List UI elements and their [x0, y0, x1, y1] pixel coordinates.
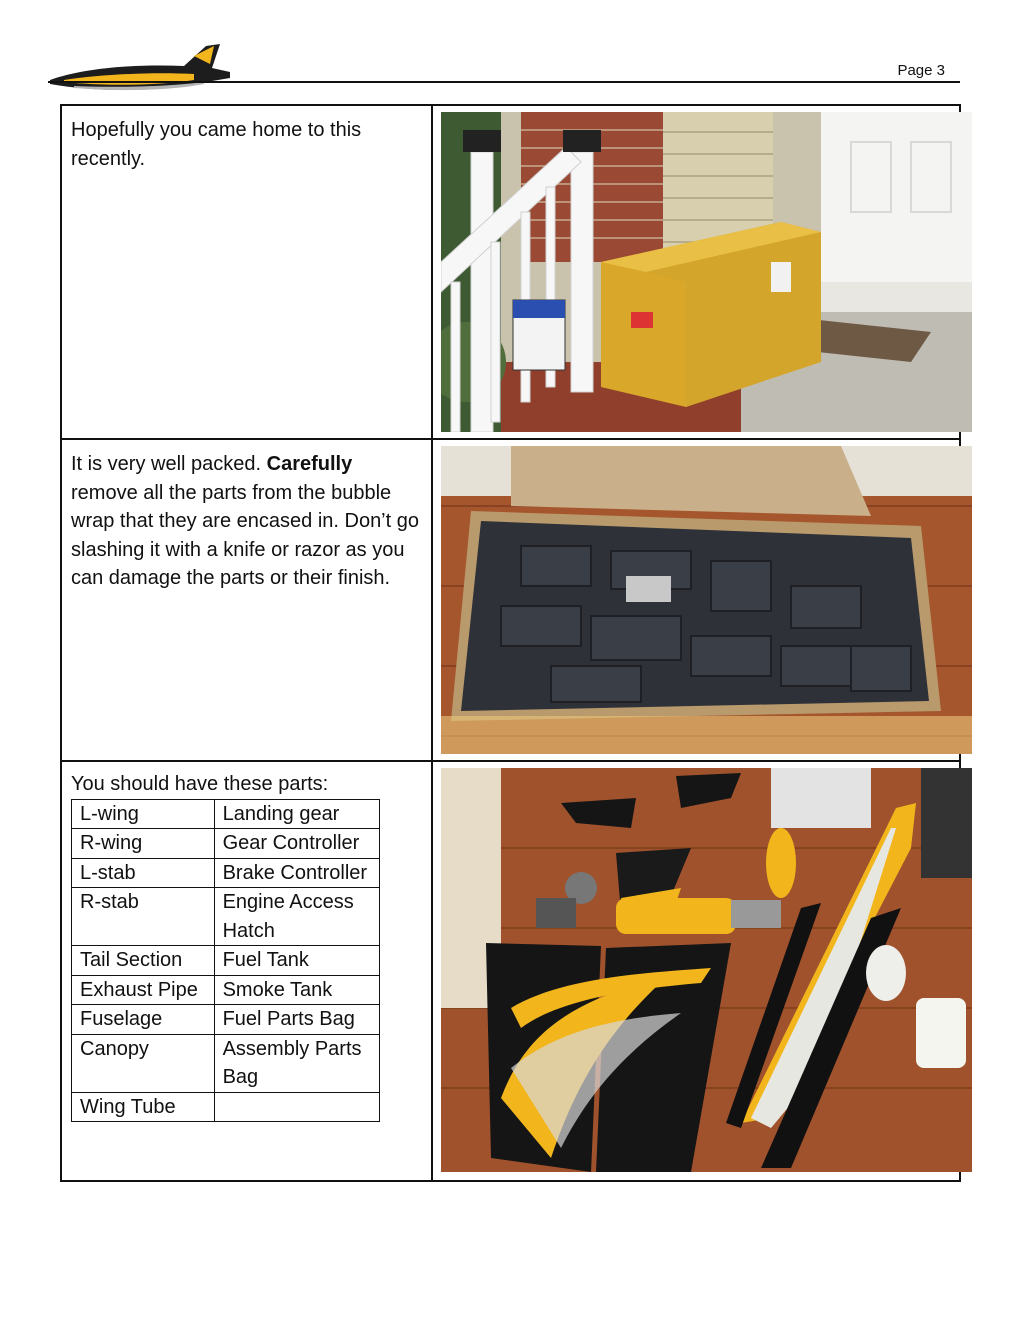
- part-name-left: Canopy: [72, 1034, 215, 1092]
- part-name-left: L-wing: [72, 799, 215, 829]
- part-name-left: Tail Section: [72, 946, 215, 976]
- instruction-text-cell: [61, 761, 432, 1181]
- part-name-right: Engine Access Hatch: [214, 888, 379, 946]
- instruction-row-3: [61, 761, 960, 1181]
- page-number: Page 3: [897, 62, 945, 79]
- parts-intro: You should have these parts:: [71, 773, 329, 795]
- parts-row: [72, 1092, 380, 1122]
- instruction-row-1: [61, 105, 960, 439]
- photo-cell: [432, 761, 960, 1181]
- parts-row: [72, 1005, 380, 1035]
- foam-packed-box-photo: [441, 446, 972, 754]
- unpacked-airframe-parts-photo: [441, 768, 972, 1172]
- photo-cell: [432, 439, 960, 761]
- header-rule: [48, 81, 960, 83]
- part-name-right: Assembly Parts Bag: [214, 1034, 379, 1092]
- part-name-left: R-stab: [72, 888, 215, 946]
- shipping-box-on-porch-photo: [441, 112, 972, 432]
- parts-row: [72, 1034, 380, 1092]
- instruction-text-lead: It is very well packed.: [71, 453, 267, 475]
- parts-row: [72, 975, 380, 1005]
- part-name-left: Fuselage: [72, 1005, 215, 1035]
- photo-cell: [432, 105, 960, 439]
- instruction-text: Hopefully you came home to this recently.: [71, 119, 362, 170]
- parts-table: [71, 799, 380, 1123]
- parts-row: [72, 888, 380, 946]
- instruction-row-2: [61, 439, 960, 761]
- part-name-right: [214, 1092, 379, 1122]
- parts-row: [72, 946, 380, 976]
- part-name-right: Brake Controller: [214, 858, 379, 888]
- jet-aircraft-logo: [44, 38, 244, 100]
- part-name-left: R-wing: [72, 829, 215, 859]
- part-name-right: Smoke Tank: [214, 975, 379, 1005]
- instruction-table: [60, 104, 961, 1182]
- instruction-text-rest: remove all the parts from the bubble wrap that they are encased in. Don’t go slashing it with a knife or razor as you can damage the parts or their finish.: [71, 481, 419, 589]
- part-name-right: Fuel Tank: [214, 946, 379, 976]
- parts-row: [72, 799, 380, 829]
- part-name-right: Gear Controller: [214, 829, 379, 859]
- instruction-text-cell: [61, 439, 432, 761]
- part-name-right: Fuel Parts Bag: [214, 1005, 379, 1035]
- part-name-left: L-stab: [72, 858, 215, 888]
- parts-row: [72, 858, 380, 888]
- part-name-left: Exhaust Pipe: [72, 975, 215, 1005]
- part-name-right: Landing gear: [214, 799, 379, 829]
- instruction-text-emphasis: Carefully: [266, 453, 353, 475]
- parts-row: [72, 829, 380, 859]
- instruction-text-cell: [61, 105, 432, 439]
- part-name-left: Wing Tube: [72, 1092, 215, 1122]
